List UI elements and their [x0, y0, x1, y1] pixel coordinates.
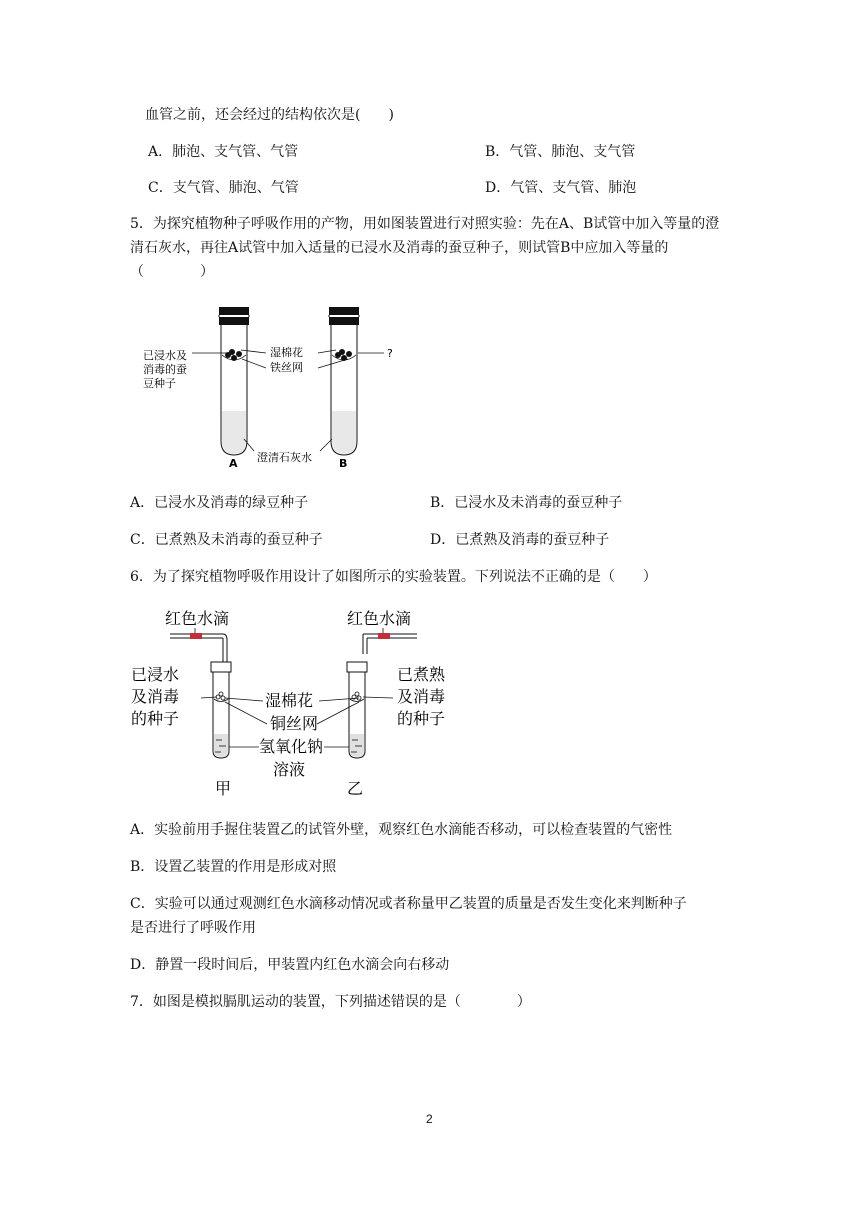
q6-label-right-3: 的种子 [397, 709, 446, 728]
q5-label-seeds-2: 消毒的蚕 [143, 363, 187, 376]
q6-label-cotton: 湿棉花 [265, 691, 314, 710]
q6-label-yi: 乙 [347, 779, 364, 798]
q6-figure [125, 606, 455, 802]
q6-label-left-2: 及消毒 [131, 687, 180, 706]
q6-label-drop-left: 红色水滴 [165, 609, 230, 628]
q5-label-limewater: 澄清石灰水 [257, 451, 312, 464]
q5-option-a: A．已浸水及消毒的绿豆种子 [130, 495, 309, 511]
q5-label-seeds-3: 豆种子 [143, 377, 176, 390]
q5-label-seeds-1: 已浸水及 [143, 349, 187, 362]
page-number: 2 [426, 1112, 433, 1126]
q6-label-jia: 甲 [215, 779, 232, 798]
q6-label-right-1: 已煮熟 [397, 665, 446, 684]
q5-label-cotton: 湿棉花 [270, 346, 303, 359]
q6-label-naoh-2: 溶液 [273, 760, 306, 779]
q7-stem: 7．如图是模拟膈肌运动的装置，下列描述错误的是（ ） [130, 994, 531, 1010]
q6-option-c-line1: C．实验可以通过观测红色水滴移动情况或者称量甲乙装置的质量是否发生变化来判断种子 [130, 896, 687, 912]
q5-option-c: C．已煮熟及未消毒的蚕豆种子 [130, 532, 323, 548]
q6-stem: 6．为了探究植物呼吸作用设计了如图所示的实验装置。下列说法不正确的是（ ） [130, 569, 657, 585]
q5-label-tube-a: A [229, 457, 238, 470]
q4-option-c: C．支气管、肺泡、气管 [148, 180, 299, 196]
q6-option-c-line2: 是否进行了呼吸作用 [130, 920, 256, 936]
tube-a [219, 307, 249, 455]
q5-label-question: ? [387, 347, 393, 360]
q6-option-b: B．设置乙装置的作用是形成对照 [130, 859, 337, 875]
q6-label-naoh-1: 氢氧化钠 [259, 737, 324, 756]
apparatus-jia [170, 633, 231, 758]
q5-stem: 5．为探究植物种子呼吸作用的产物，用如图装置进行对照实验：先在A、B试管中加入等量的澄清石灰水，再往A试管中加入适量的已浸水及消毒的蚕豆种子，则试管B中应加入等量的（ ） [130, 216, 720, 280]
q5-option-b: B．已浸水及未消毒的蚕豆种子 [430, 495, 623, 511]
q6-label-left-1: 已浸水 [131, 665, 180, 684]
tube-b [329, 307, 359, 455]
q5-option-d: D．已煮熟及消毒的蚕豆种子 [430, 532, 610, 548]
q6-label-right-2: 及消毒 [397, 687, 446, 706]
q6-label-mesh: 铜丝网 [270, 714, 319, 733]
q5-label-tube-b: B [339, 457, 348, 470]
q6-option-d: D．静置一段时间后，甲装置内红色水滴会向右移动 [130, 957, 450, 973]
q5-figure [140, 303, 410, 475]
q6-option-a: A．实验前用手握住装置乙的试管外壁，观察红色水滴能否移动，可以检查装置的气密性 [130, 822, 673, 838]
q4-stem-continuation: 血管之前，还会经过的结构依次是( ) [145, 107, 394, 123]
q4-option-a: A．肺泡、支气管、气管 [148, 144, 299, 160]
q5-label-mesh: 铁丝网 [270, 361, 303, 374]
q6-label-left-3: 的种子 [131, 709, 180, 728]
q4-option-b: B．气管、肺泡、支气管 [485, 144, 636, 160]
q4-option-d: D．气管、支气管、肺泡 [485, 180, 637, 196]
q6-label-drop-right: 红色水滴 [347, 609, 412, 628]
